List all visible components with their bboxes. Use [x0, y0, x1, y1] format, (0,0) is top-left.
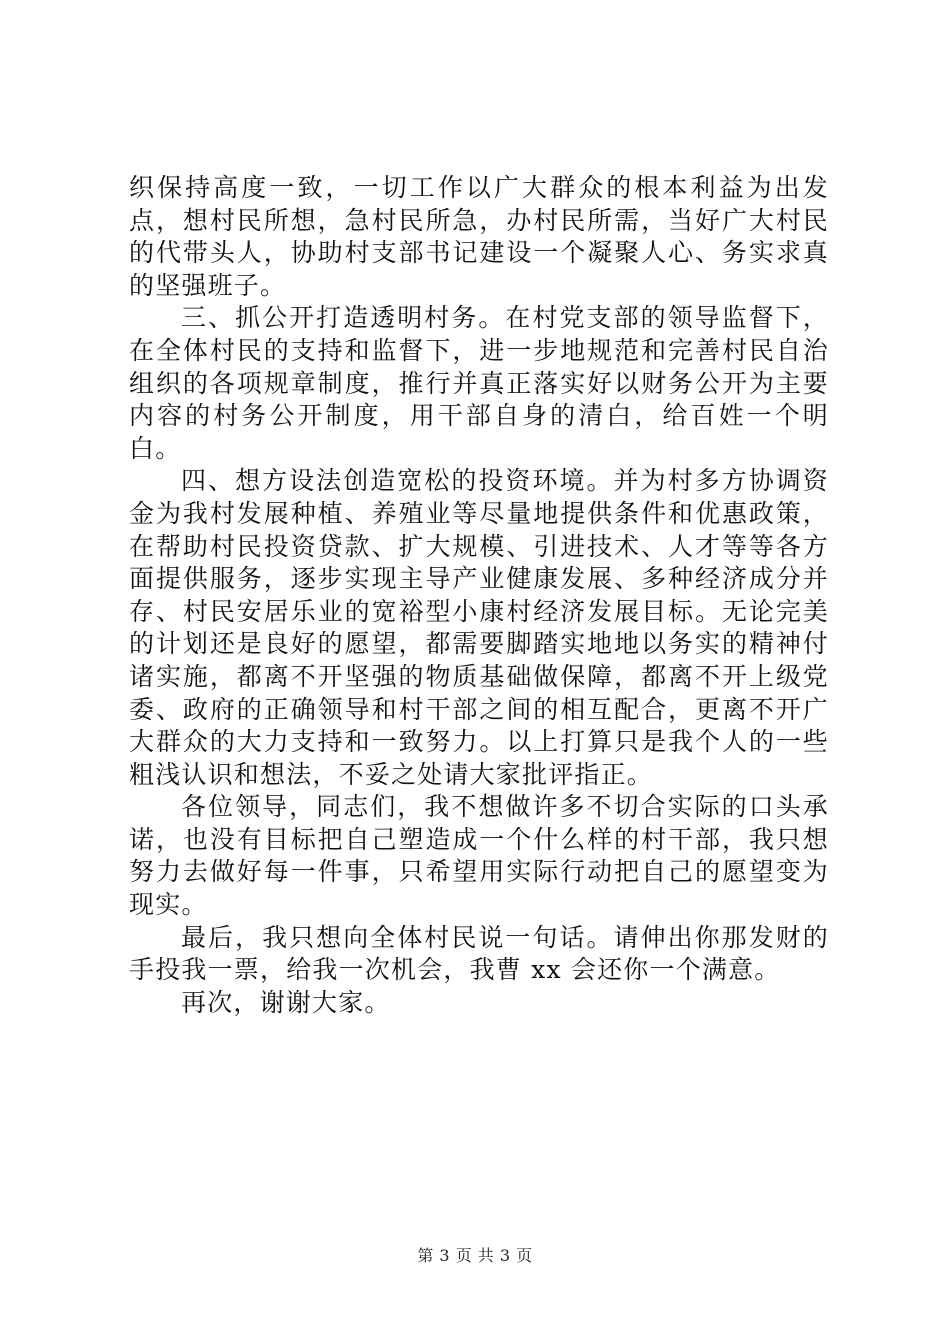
paragraph-2: 三、抓公开打造透明村务。在村党支部的领导监督下，在全体村民的支持和监督下，进一步地规范和完善村民自治组织的各项规章制度，推行并真正落实好以财务公开为主要内容的村务公开制度，用干部自身的清白，给百姓一个明白。 — [129, 303, 829, 463]
paragraph-5: 最后，我只想向全体村民说一句话。请伸出你那发财的手投我一票，给我一次机会，我曹 xx 会还你一个满意。 — [129, 922, 829, 985]
paragraph-1: 织保持高度一致，一切工作以广大群众的根本利益为出发点，想村民所想，急村民所急，办村民所需，当好广大村民的代带头人，协助村支部书记建设一个凝聚人心、务实求真的坚强班子。 — [129, 173, 829, 300]
paragraph-6: 再次，谢谢大家。 — [181, 987, 391, 1017]
paragraph-3: 四、想方设法创造宽松的投资环境。并为村多方协调资金为我村发展种植、养殖业等尽量地提供条件和优惠政策，在帮助村民投资贷款、扩大规模、引进技术、人才等等各方面提供服务，逐步实现主导产业健康发展、多种经济成分并存、村民安居乐业的宽裕型小康村经济发展目标。无论完美的计划还是良好的愿望，都需要脚踏实地地以务实的精神付诸实施，都离不开坚强的物质基础做保障，都离不开上级党委、政府的正确领导和村干部之间的相互配合，更离不开广大群众的大力支持和一致努力。以上打算只是我个人的一些粗浅认识和想法，不妥之处请大家批评指正。 — [129, 466, 829, 789]
page-number-footer: 第 3 页 共 3 页 — [417, 1246, 533, 1265]
paragraph-4: 各位领导，同志们，我不想做许多不切合实际的口头承诺，也没有目标把自己塑造成一个什么样的村干部，我只想努力去做好每一件事，只希望用实际行动把自己的愿望变为现实。 — [129, 792, 829, 920]
document-body — [129, 172, 829, 1019]
